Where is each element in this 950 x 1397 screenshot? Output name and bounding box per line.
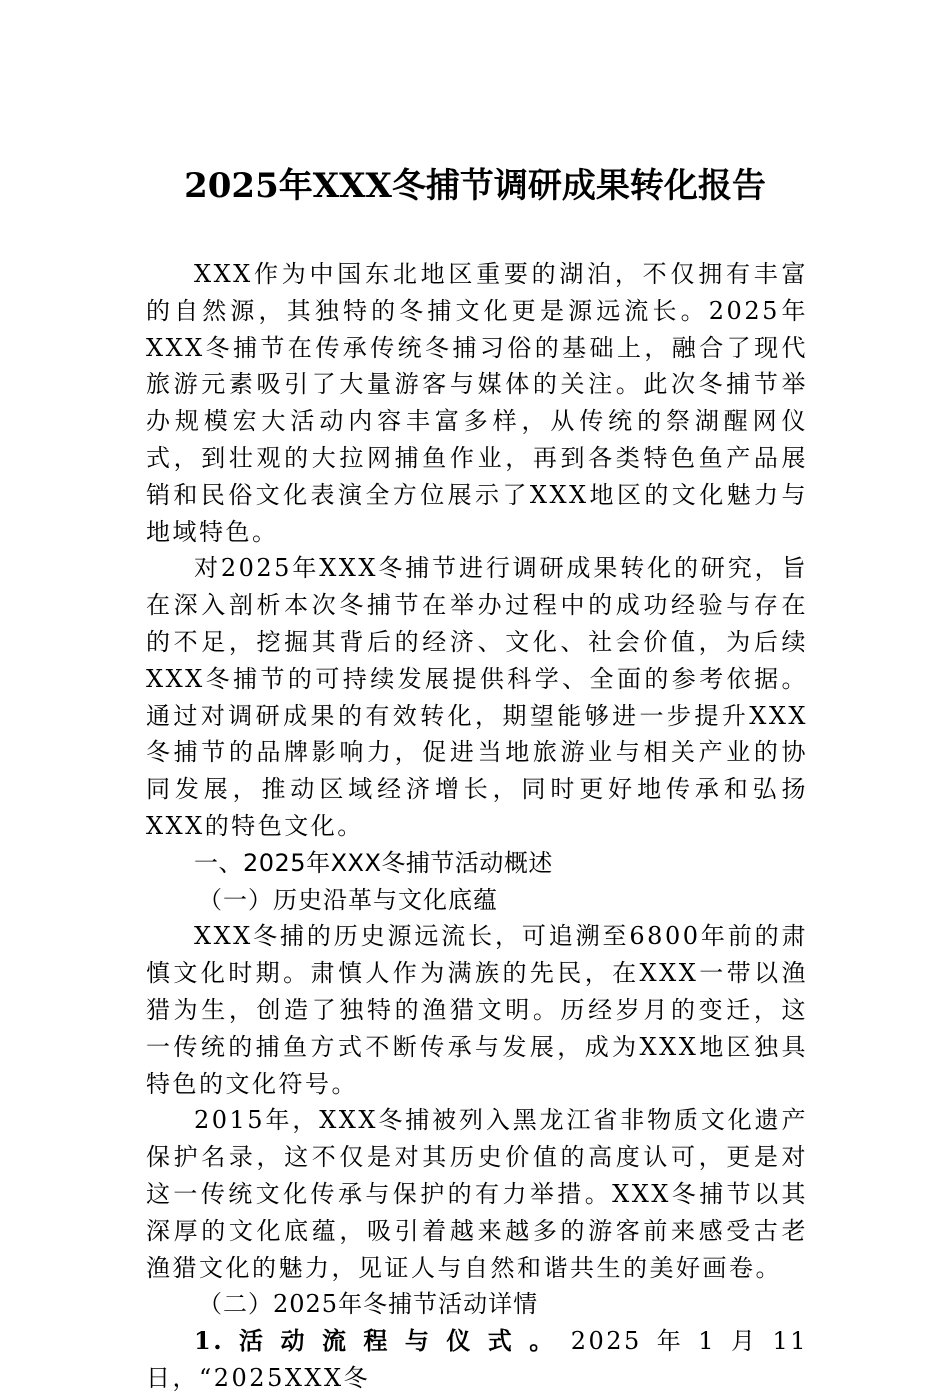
- subsection-heading-history: （一）历史沿革与文化底蕴: [198, 885, 498, 914]
- body-paragraph-heritage: 2015年，XXX冬捕被列入黑龙江省非物质文化遗产保护名录，这不仅是对其历史价值的高度认可，更是对这一传统文化传承与保护的有力举措。XXX冬捕节以其深厚的文化底蕴，吸引着越来越多的游客前来感受古老渔猎文化的魅力，见证人与自然和谐共生的美好画卷。: [146, 1106, 808, 1282]
- document-body: [146, 256, 808, 1397]
- subsection-heading-details: （二）2025年冬捕节活动详情: [198, 1290, 539, 1319]
- body-paragraph-history: XXX冬捕的历史源远流长，可追溯至6800年前的肃慎文化时期。肃慎人作为满族的先民，在XXX一带以渔猎为生，创造了独特的渔猎文明。历经岁月的变迁，这一传统的捕鱼方式不断传承与发展，成为XXX地区独具特色的文化符号。: [146, 922, 808, 1098]
- body-paragraph-process: [146, 1323, 808, 1397]
- body-paragraph-intro: XXX作为中国东北地区重要的湖泊，不仅拥有丰富的自然源，其独特的冬捕文化更是源远流长。2025年XXX冬捕节在传承传统冬捕习俗的基础上，融合了现代旅游元素吸引了大量游客与媒体的关注。此次冬捕节举办规模宏大活动内容丰富多样，从传统的祭湖醒网仪式，到壮观的大拉网捕鱼作业，再到各类特色鱼产品展销和民俗文化表演全方位展示了XXX地区的文化魅力与地域特色。: [146, 260, 808, 546]
- body-paragraph-purpose: 对2025年XXX冬捕节进行调研成果转化的研究，旨在深入剖析本次冬捕节在举办过程中的成功经验与存在的不足，挖掘其背后的经济、文化、社会价值，为后续XXX冬捕节的可持续发展提供科学、全面的参考依据。通过对调研成果的有效转化，期望能够进一步提升XXX冬捕节的品牌影响力，促进当地旅游业与相关产业的协同发展，推动区域经济增长，同时更好地传承和弘扬XXX的特色文化。: [146, 554, 808, 840]
- section-heading-1: 一、2025年XXX冬捕节活动概述: [194, 848, 553, 877]
- paragraph-lead-text: 2025年1月11日，“2025XXX冬: [146, 1327, 808, 1392]
- document-title: 2025年XXX冬捕节调研成果转化报告: [184, 166, 766, 206]
- paragraph-lead-label: 1.活动流程与仪式。: [194, 1326, 571, 1356]
